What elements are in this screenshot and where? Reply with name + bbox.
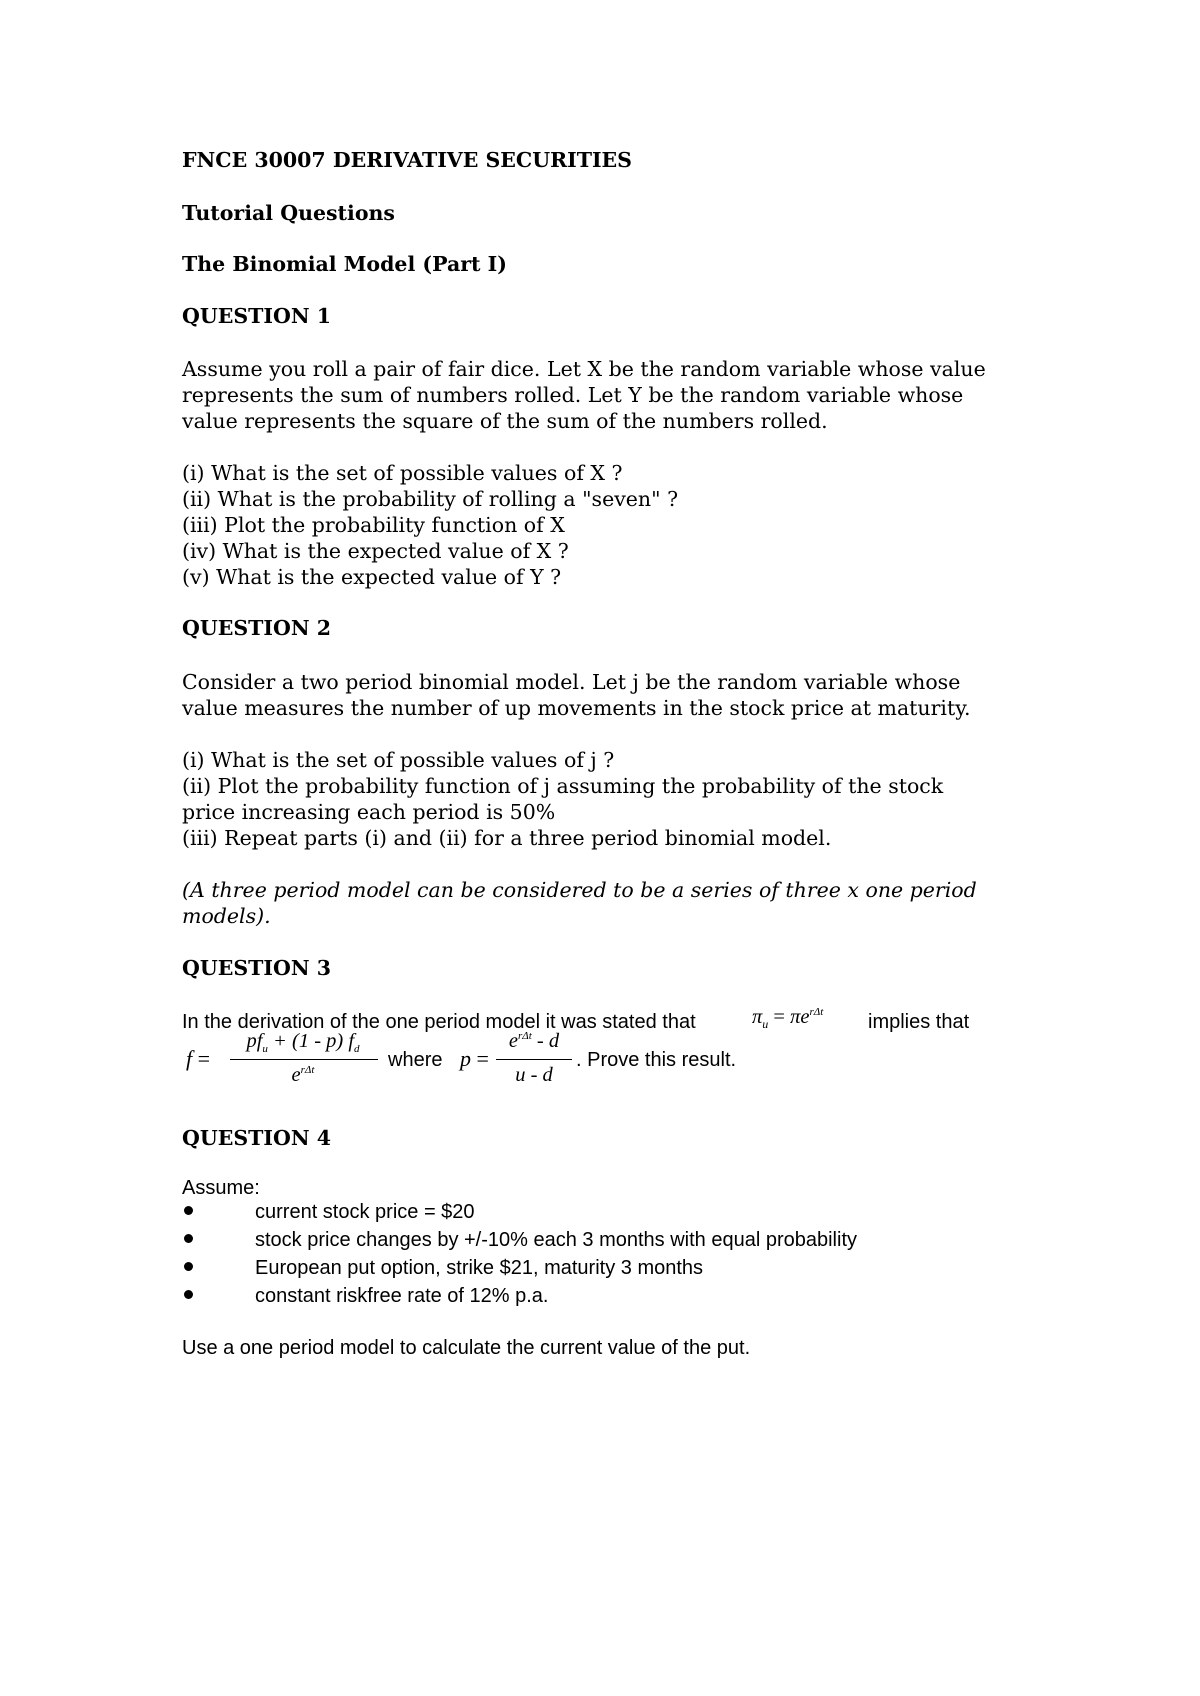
f-fraction-bar: [230, 1059, 378, 1060]
equals-sign: =: [197, 1046, 211, 1071]
pi-u-symbol: π: [752, 1006, 763, 1028]
f-num-mid: + (1 - p) f: [267, 1030, 355, 1052]
q2-note-line: models).: [182, 904, 271, 928]
f-num-pf: pf: [246, 1030, 263, 1052]
topic-heading: The Binomial Model (Part I): [182, 252, 507, 276]
f-symbol: f: [186, 1046, 193, 1071]
p-symbol: p: [460, 1046, 471, 1071]
f-denominator: [228, 1064, 378, 1087]
p-numerator: [494, 1030, 574, 1053]
q2-intro-line: Consider a two period binomial model. Let j be the random variable whose: [182, 670, 961, 694]
q1-part: (v) What is the expected value of Y ?: [182, 565, 562, 589]
q3-pi-equation: [752, 1006, 823, 1032]
q4-final-instruction: Use a one period model to calculate the current value of the put.: [182, 1337, 751, 1359]
p-num-rest: - d: [531, 1030, 560, 1052]
bullet-dot: [184, 1234, 193, 1243]
q1-intro-line: Assume you roll a pair of fair dice. Let X be the random variable whose value: [182, 357, 986, 381]
q3-line1-end: implies that: [868, 1011, 970, 1033]
q1-part: (iii) Plot the probability function of X: [182, 513, 565, 537]
f-num-sub-d: d: [354, 1043, 360, 1056]
q2-note-line: (A three period model can be considered to be a series of three x one period: [182, 878, 977, 902]
bullet-dot: [184, 1262, 193, 1271]
equals-sign: =: [476, 1046, 489, 1071]
q4-bullet-item: current stock price = $20: [255, 1201, 475, 1223]
p-num-e: e: [508, 1030, 518, 1052]
pi-u-subscript: u: [762, 1017, 769, 1032]
question-2-heading: QUESTION 2: [182, 616, 332, 640]
pi-rhs: πe: [790, 1006, 810, 1028]
bullet-dot: [184, 1290, 193, 1299]
q4-assume: Assume:: [182, 1177, 260, 1199]
q2-part: (iii) Repeat parts (i) and (ii) for a three period binomial model.: [182, 826, 832, 850]
q2-part: (i) What is the set of possible values of j ?: [182, 748, 615, 772]
p-num-exponent: rΔt: [517, 1030, 532, 1043]
question-1-heading: QUESTION 1: [182, 304, 332, 328]
f-numerator: [228, 1030, 378, 1055]
p-denominator: u - d: [515, 1064, 553, 1086]
course-title: FNCE 30007 DERIVATIVE SECURITIES: [182, 148, 632, 172]
q4-bullet-item: stock price changes by +/-10% each 3 months with equal probability: [255, 1229, 858, 1251]
q1-intro-line: represents the sum of numbers rolled. Let Y be the random variable whose: [182, 383, 964, 407]
question-3-heading: QUESTION 3: [182, 956, 332, 980]
q4-bullet-item: constant riskfree rate of 12% p.a.: [255, 1285, 549, 1307]
pi-rhs-exponent: rΔt: [809, 1006, 824, 1019]
q2-part: (ii) Plot the probability function of j assuming the probability of the stock: [182, 774, 944, 798]
where-label: where: [388, 1049, 443, 1071]
subtitle: Tutorial Questions: [182, 201, 395, 225]
f-lhs: [186, 1046, 210, 1072]
question-4-heading: QUESTION 4: [182, 1126, 332, 1150]
p-lhs: [460, 1046, 489, 1072]
q3-line1-text: In the derivation of the one period model it was stated that: [182, 1011, 696, 1033]
p-fraction-bar: [496, 1059, 572, 1060]
q1-intro-line: value represents the square of the sum of the numbers rolled.: [182, 409, 828, 433]
q2-intro-line: value measures the number of up movements in the stock price at maturity.: [182, 696, 971, 720]
f-den-e: e: [291, 1064, 301, 1086]
f-num-sub-u: u: [262, 1043, 268, 1056]
q4-bullet-item: European put option, strike $21, maturity 3 months: [255, 1257, 704, 1279]
q2-part: price increasing each period is 50%: [182, 800, 556, 824]
f-den-exponent: rΔt: [300, 1064, 315, 1077]
q1-part: (i) What is the set of possible values of X ?: [182, 461, 623, 485]
q3-line2-end: . Prove this result.: [576, 1049, 737, 1071]
q1-part: (ii) What is the probability of rolling a "seven" ?: [182, 487, 679, 511]
q1-part: (iv) What is the expected value of X ?: [182, 539, 569, 563]
bullet-dot: [184, 1206, 193, 1215]
equals-sign: =: [773, 1006, 785, 1028]
